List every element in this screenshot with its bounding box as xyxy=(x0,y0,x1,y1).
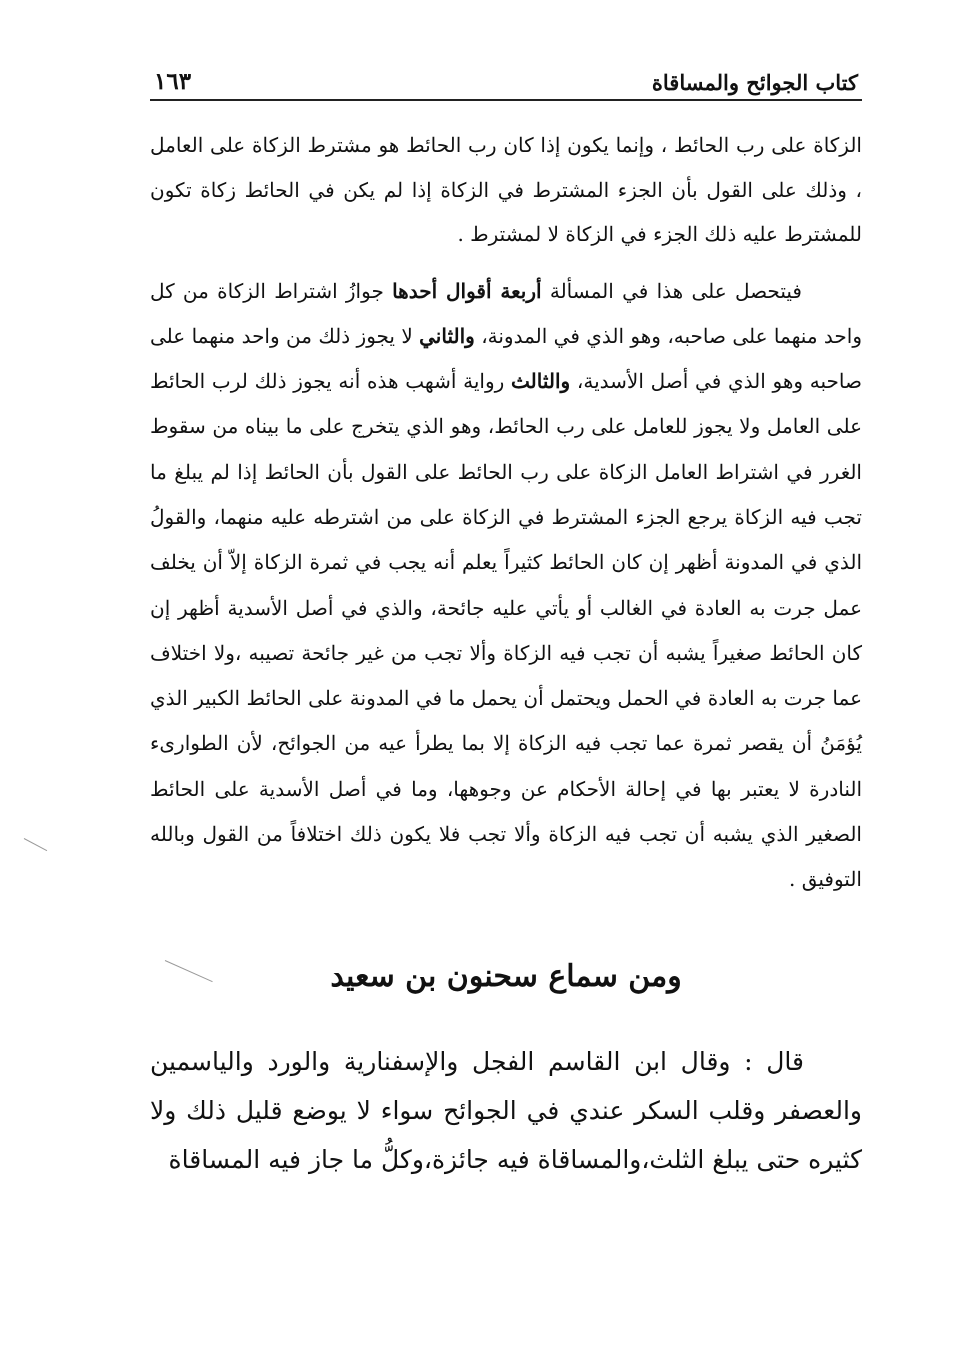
paragraph-2-text-2: جوازُ اشتراط الزكاة من كل واحد منهما على صاحبه، وهو الذي في المدونة، xyxy=(150,278,862,348)
paragraph-2-text-3: لا يجوز ذلك من واحد منهما على صاحبه وهو الذي في أصل الأسدية، xyxy=(150,323,863,394)
page-number: ١٦٣ xyxy=(154,68,192,95)
scan-artifact-line xyxy=(24,838,47,851)
running-title: كتاب الجوائح والمساقاة xyxy=(651,70,858,95)
paragraph-3: قال : وقال ابن القاسم الفجل والإسفنارية والورد والياسمين والعصفر وقلب السكر عندي في الجوائح سواء لا يوضع قليل ذلك ولا كثيره حتى يبلغ الثلث،والمساقاة فيه جائزة،وكلُّ ما جاز فيه المساقاة xyxy=(150,1046,862,1174)
paragraph-2-text-4: رواية أشهب هذه أنه يجوز ذلك لرب الحائط على العامل ولا يجوز للعامل على رب الحائط، وهو الذي يتخرج على ما بيناه من سقوط الغرر في اشتراط العامل الزكاة على رب الحائط على القول بأن الحائط إذا لم يبلغ ما تجب فيه الزكاة يرجع الجزء المشترط في الزكاة على من اشترطه عليه منهما، والقولُ الذي في المدونة أظهر إن كان الحائط كثيراً يعلم أنه يجب في ثمرة الزكاة إلاّ أن يخلف عمل جرت به العادة في الغالب أو يأتي عليه جائحة، والذي في أصل الأسدية أظهر إن كان الحائط صغيراً يشبه أن تجب فيه الزكاة وألا تجب من غير جائحة تصيبه ،ولا اختلاف عما جرت به العادة في الحمل ويحتمل أن يحمل ما في المدونة على الحائط الكبير الذي يُؤمَنُ أن يقصر ثمرة عما تجب فيه الزكاة إلا بما يطرأ عيه من الجوائح، لأن الطوارىء النادرة لا يعتبر بها في إحالة الأحكام عن وجوهها، وما في أصل الأسدية على الحائط الصغير الذي يشبه أن تجب فيه الزكاة وألا تجب فلا يكون ذلك اختلافاً من القول وبالله التوفيق . xyxy=(150,369,863,892)
paragraph-2-bold-2: والثاني xyxy=(419,323,475,348)
book-page xyxy=(150,55,862,1184)
paragraph-2 xyxy=(150,269,862,903)
paragraph-2-bold-3: والثالث xyxy=(511,369,571,394)
section-heading: ومن سماع سحنون بن سعيد xyxy=(330,958,682,994)
paragraph-2-bold-1: أربعة أقوال أحدها xyxy=(392,278,542,303)
paragraph-2-text-1: فيتحصل على هذا في المسألة xyxy=(541,278,802,303)
paragraph-1: الزكاة على رب الحائط ، وإنما يكون إذا كان رب الحائط هو مشترط الزكاة على العامل ، وذلك على القول بأن الجزء المشترط في الزكاة إذا لم يكن في الحائط زكاة تكون للمشترط عليه ذلك الجزء في الزكاة لا لمشترط . xyxy=(150,133,862,246)
page-header xyxy=(150,55,862,101)
